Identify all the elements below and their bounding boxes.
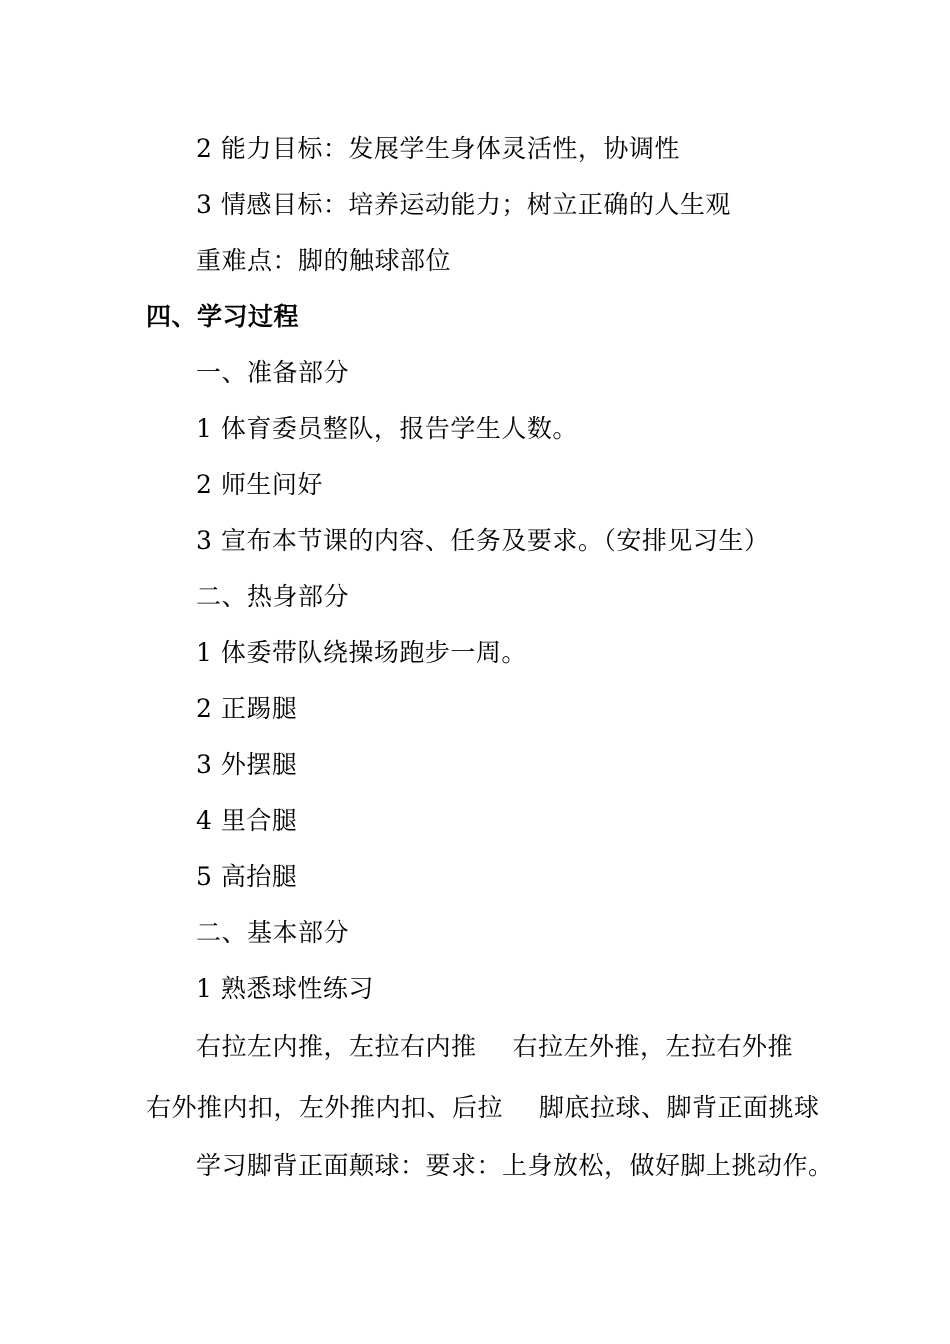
part1-title: 一、准备部分 <box>196 358 350 387</box>
part2-item: 4 里合腿 <box>196 806 298 835</box>
drill-line-1-part-a: 右拉左内推，左拉右内推 <box>196 1032 477 1061</box>
part2-item: 5 高抬腿 <box>196 862 298 891</box>
part1-item: 1 体育委员整队，报告学生人数。 <box>196 414 578 443</box>
drill-line-1-part-b: 右拉左外推，左拉右外推 <box>512 1032 794 1061</box>
part2-title: 二、热身部分 <box>196 582 350 611</box>
part2-item: 3 外摆腿 <box>196 750 298 779</box>
drill-line-2-part-b: 脚底拉球、脚背正面挑球 <box>539 1093 820 1122</box>
part2-item: 2 正踢腿 <box>196 694 298 723</box>
section-heading: 四、学习过程 <box>146 302 300 331</box>
part1-item: 2 师生问好 <box>196 470 323 499</box>
goal-emotion-text: 3 情感目标：培养运动能力；树立正确的人生观 <box>196 190 731 219</box>
part2-item: 1 体委带队绕操场跑步一周。 <box>196 638 527 667</box>
practice-text: 学习脚背正面颠球：要求：上身放松，做好脚上挑动作。 <box>196 1151 834 1180</box>
goal-ability-text: 2 能力目标：发展学生身体灵活性，协调性 <box>196 134 680 163</box>
part3-item: 1 熟悉球性练习 <box>196 974 374 1003</box>
drill-line-2-part-a: 右外推内扣，左外推内扣、后拉 <box>146 1093 504 1122</box>
drill-line-2 <box>146 1090 820 1126</box>
part3-title: 二、基本部分 <box>196 918 350 947</box>
key-point-text: 重难点：脚的触球部位 <box>196 246 452 275</box>
part1-item: 3 宣布本节课的内容、任务及要求。（安排见习生） <box>196 526 770 555</box>
drill-line-1 <box>196 1029 793 1065</box>
